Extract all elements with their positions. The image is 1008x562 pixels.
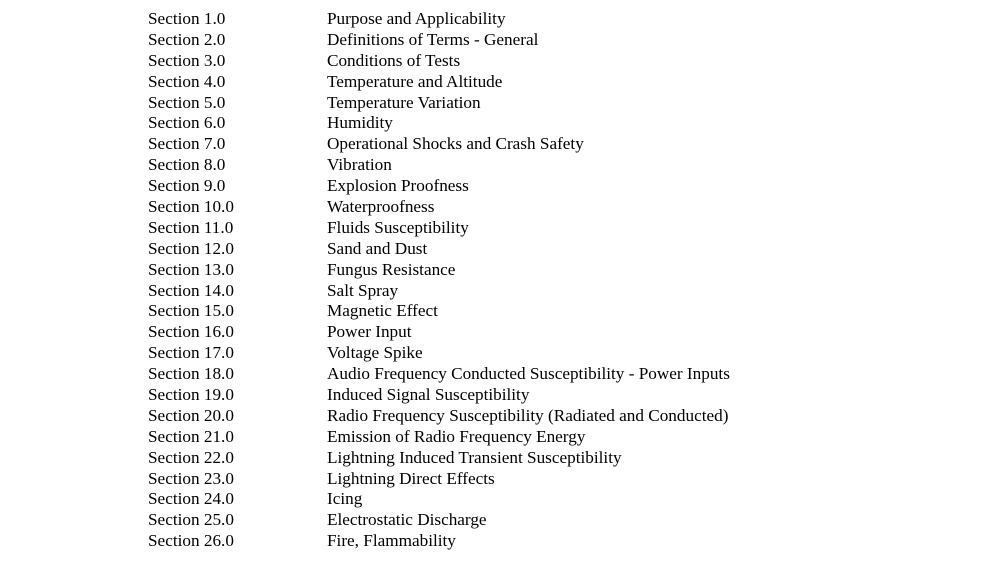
section-number: Section 22.0 — [148, 447, 234, 467]
section-row — [148, 176, 730, 197]
section-title: Electrostatic Discharge — [327, 510, 487, 530]
section-row — [148, 531, 730, 552]
section-number: Section 21.0 — [148, 426, 234, 446]
section-title: Temperature Variation — [327, 92, 481, 112]
section-title: Power Input — [327, 322, 412, 342]
section-title: Emission of Radio Frequency Energy — [327, 426, 586, 446]
section-row — [148, 406, 730, 427]
section-row — [148, 510, 730, 531]
section-list — [148, 9, 730, 552]
section-number: Section 19.0 — [148, 385, 234, 405]
section-number: Section 9.0 — [148, 176, 226, 196]
section-row — [148, 427, 730, 448]
section-row — [148, 155, 730, 176]
section-title: Fluids Susceptibility — [327, 217, 469, 237]
section-row — [148, 364, 730, 385]
section-row — [148, 72, 730, 93]
section-title: Temperature and Altitude — [327, 71, 503, 91]
section-title: Conditions of Tests — [327, 50, 461, 70]
section-title: Humidity — [327, 113, 393, 133]
section-number: Section 18.0 — [148, 364, 234, 384]
section-title: Radio Frequency Susceptibility (Radiated and Conducted) — [327, 405, 729, 425]
section-title: Audio Frequency Conducted Susceptibility - Power Inputs — [327, 364, 730, 384]
section-row — [148, 197, 730, 218]
section-title: Sand and Dust — [327, 238, 428, 258]
section-number: Section 24.0 — [148, 489, 234, 509]
section-title: Lightning Induced Transient Susceptibility — [327, 447, 622, 467]
section-number: Section 25.0 — [148, 510, 234, 530]
section-number: Section 12.0 — [148, 238, 234, 258]
section-row — [148, 385, 730, 406]
section-row — [148, 322, 730, 343]
section-number: Section 20.0 — [148, 405, 234, 425]
section-row — [148, 93, 730, 114]
section-title: Purpose and Applicability — [327, 9, 506, 28]
section-row — [148, 51, 730, 72]
section-number: Section 8.0 — [148, 155, 226, 175]
section-title: Induced Signal Susceptibility — [327, 385, 530, 405]
section-title: Explosion Proofness — [327, 176, 469, 196]
section-row — [148, 239, 730, 260]
section-title: Lightning Direct Effects — [327, 468, 495, 488]
section-number: Section 4.0 — [148, 71, 226, 91]
section-row — [148, 218, 730, 239]
section-row — [148, 134, 730, 155]
section-row — [148, 448, 730, 469]
section-number: Section 1.0 — [148, 9, 226, 28]
section-number: Section 17.0 — [148, 343, 234, 363]
section-number: Section 26.0 — [148, 531, 234, 551]
section-row — [148, 281, 730, 302]
section-row — [148, 30, 730, 51]
section-number: Section 6.0 — [148, 113, 226, 133]
section-number: Section 7.0 — [148, 134, 226, 154]
section-number: Section 15.0 — [148, 301, 234, 321]
section-title: Voltage Spike — [327, 343, 423, 363]
section-row — [148, 113, 730, 134]
section-row — [148, 301, 730, 322]
section-title: Definitions of Terms - General — [327, 29, 539, 49]
section-number: Section 11.0 — [148, 217, 234, 237]
section-title: Icing — [327, 489, 363, 509]
section-title: Operational Shocks and Crash Safety — [327, 134, 584, 154]
section-row — [148, 469, 730, 490]
section-title: Fire, Flammability — [327, 531, 456, 551]
section-number: Section 5.0 — [148, 92, 226, 112]
section-number: Section 14.0 — [148, 280, 234, 300]
section-number: Section 23.0 — [148, 468, 234, 488]
section-row — [148, 260, 730, 281]
section-title: Waterproofness — [327, 197, 435, 217]
section-title: Magnetic Effect — [327, 301, 438, 321]
section-row — [148, 343, 730, 364]
section-number: Section 16.0 — [148, 322, 234, 342]
section-number: Section 2.0 — [148, 29, 226, 49]
section-number: Section 10.0 — [148, 197, 234, 217]
section-title: Vibration — [327, 155, 392, 175]
section-row — [148, 489, 730, 510]
section-title: Salt Spray — [327, 280, 399, 300]
section-number: Section 13.0 — [148, 259, 234, 279]
section-row — [148, 9, 730, 30]
section-number: Section 3.0 — [148, 50, 226, 70]
section-title: Fungus Resistance — [327, 259, 456, 279]
